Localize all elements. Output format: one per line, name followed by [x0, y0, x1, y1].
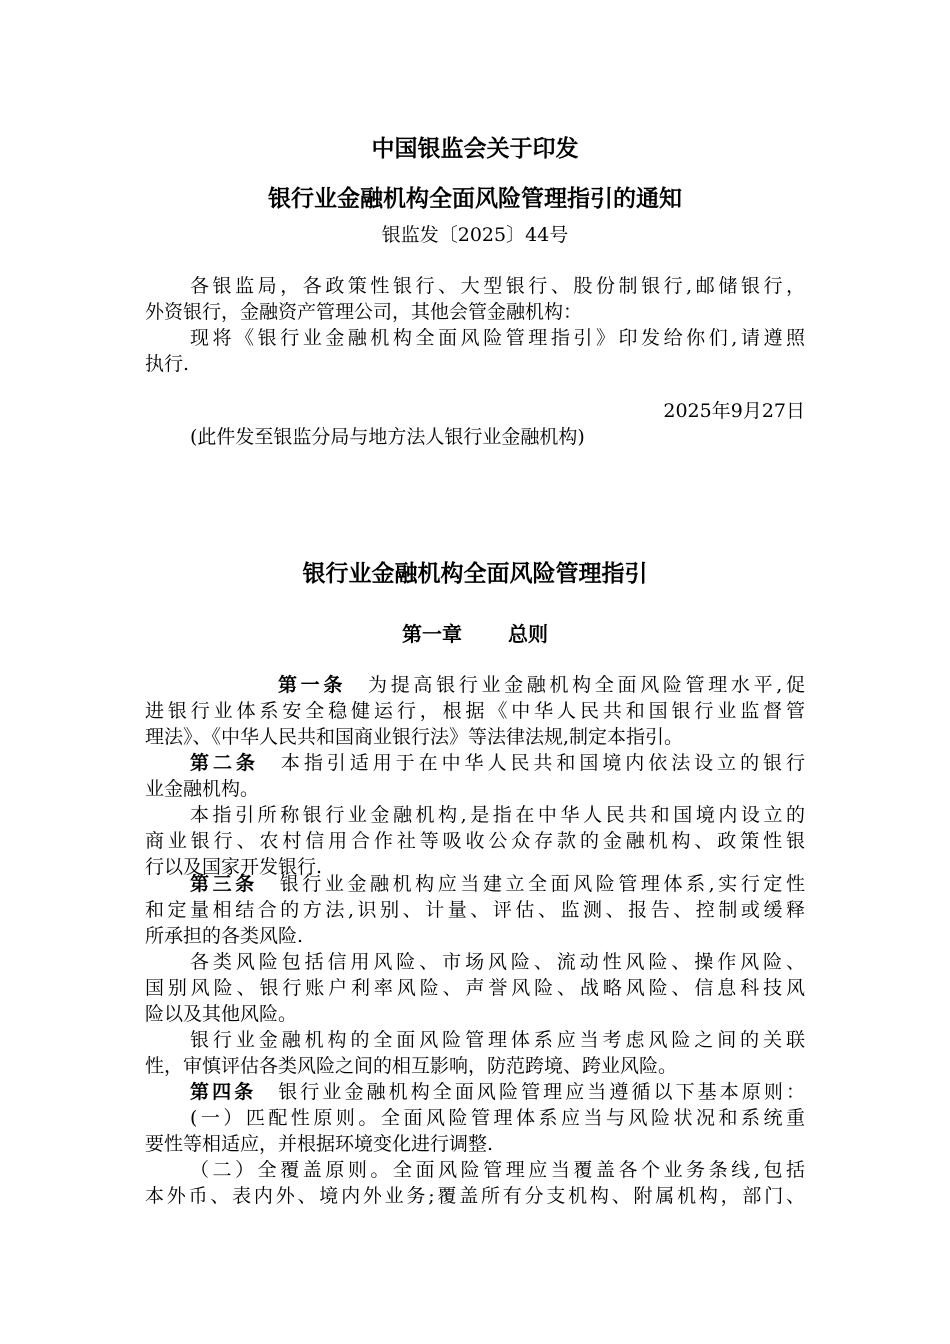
chapter-name: 总则 — [508, 622, 548, 646]
article-2-line: 商业银行、农村信用合作社等吸收公众存款的金融机构、政策性银 — [145, 830, 805, 852]
article-label: 第二条 — [190, 752, 259, 774]
document-number: 银监发〔2025〕44号 — [381, 224, 569, 246]
article-2-line — [145, 750, 805, 776]
notice-title-line2: 银行业金融机构全面风险管理指引的通知 — [268, 186, 682, 212]
issue-date: 2025年9月27日 — [663, 400, 805, 422]
article-text: 银行业金融机构应当建立全面风险管理体系,实行定性 — [279, 873, 805, 895]
article-label: 第一条 — [278, 674, 347, 696]
addressee-line: 各银监局，各政策性银行、大型银行、股份制银行,邮储银行， — [190, 275, 805, 297]
article-3-line: 银行业金融机构的全面风险管理体系应当考虑风险之间的关联 — [190, 1029, 805, 1051]
article-4-item: （二）全覆盖原则。全面风险管理应当覆盖各个业务条线,包括 — [190, 1159, 805, 1181]
article-1-line: 进银行业体系安全稳健运行，根据《中华人民共和国银行业监督管 — [145, 700, 805, 722]
article-3-line: 各类风险包括信用风险、市场风险、流动性风险、操作风险、 — [190, 951, 805, 973]
article-1-line — [145, 672, 805, 698]
article-3-line: 性，审慎评估各类风险之间的相互影响，防范跨境、跨业风险。 — [145, 1055, 678, 1077]
article-4-item: 要性等相适应，并根据环境变化进行调整. — [145, 1133, 494, 1155]
article-2-line: 本指引所称银行业金融机构,是指在中华人民共和国境内设立的 — [190, 804, 805, 826]
article-label: 第四条 — [190, 1081, 257, 1103]
article-2-line: 业金融机构。 — [145, 778, 260, 800]
article-3-line: 国别风险、银行账户利率风险、声誉风险、战略风险、信息科技风 — [145, 977, 805, 999]
article-3-line — [145, 871, 805, 897]
chapter-number: 第一章 — [402, 622, 462, 646]
article-3-line: 险以及其他风险。 — [145, 1003, 298, 1025]
article-2-line: 行以及国家开发银行. — [145, 856, 323, 878]
notice-title-line1: 中国银监会关于印发 — [371, 136, 579, 162]
chapter-heading — [0, 620, 950, 648]
article-text: 为提高银行业金融机构全面风险管理水平,促 — [368, 674, 805, 696]
notice-body-line: 现将《银行业金融机构全面风险管理指引》印发给你们,请遵照 — [190, 327, 805, 349]
article-1-line: 理法》、《中华人民共和国商业银行法》等法律法规,制定本指引。 — [145, 726, 684, 748]
addressee-line: 外资银行，金融资产管理公司，其他会管金融机构： — [145, 301, 583, 323]
distribution-note: (此件发至银监分局与地方法人银行业金融机构) — [190, 426, 585, 448]
article-4-item: 本外币、表内外、境内外业务;覆盖所有分支机构、附属机构，部门、 — [145, 1185, 805, 1207]
article-text: 本指引适用于在中华人民共和国境内依法设立的银行 — [280, 752, 805, 774]
guideline-title: 银行业金融机构全面风险管理指引 — [302, 561, 648, 587]
article-label: 第三条 — [190, 873, 258, 895]
article-4-line — [145, 1079, 805, 1105]
article-3-line: 和定量相结合的方法,识别、计量、评估、监测、报告、控制或缓释 — [145, 899, 805, 921]
article-text: 银行业金融机构全面风险管理应当遵循以下基本原则： — [278, 1081, 805, 1103]
notice-body-line: 执行. — [145, 353, 190, 375]
article-4-item: (一）匹配性原则。全面风险管理体系应当与风险状况和系统重 — [190, 1107, 805, 1129]
article-3-line: 所承担的各类风险. — [145, 925, 304, 947]
